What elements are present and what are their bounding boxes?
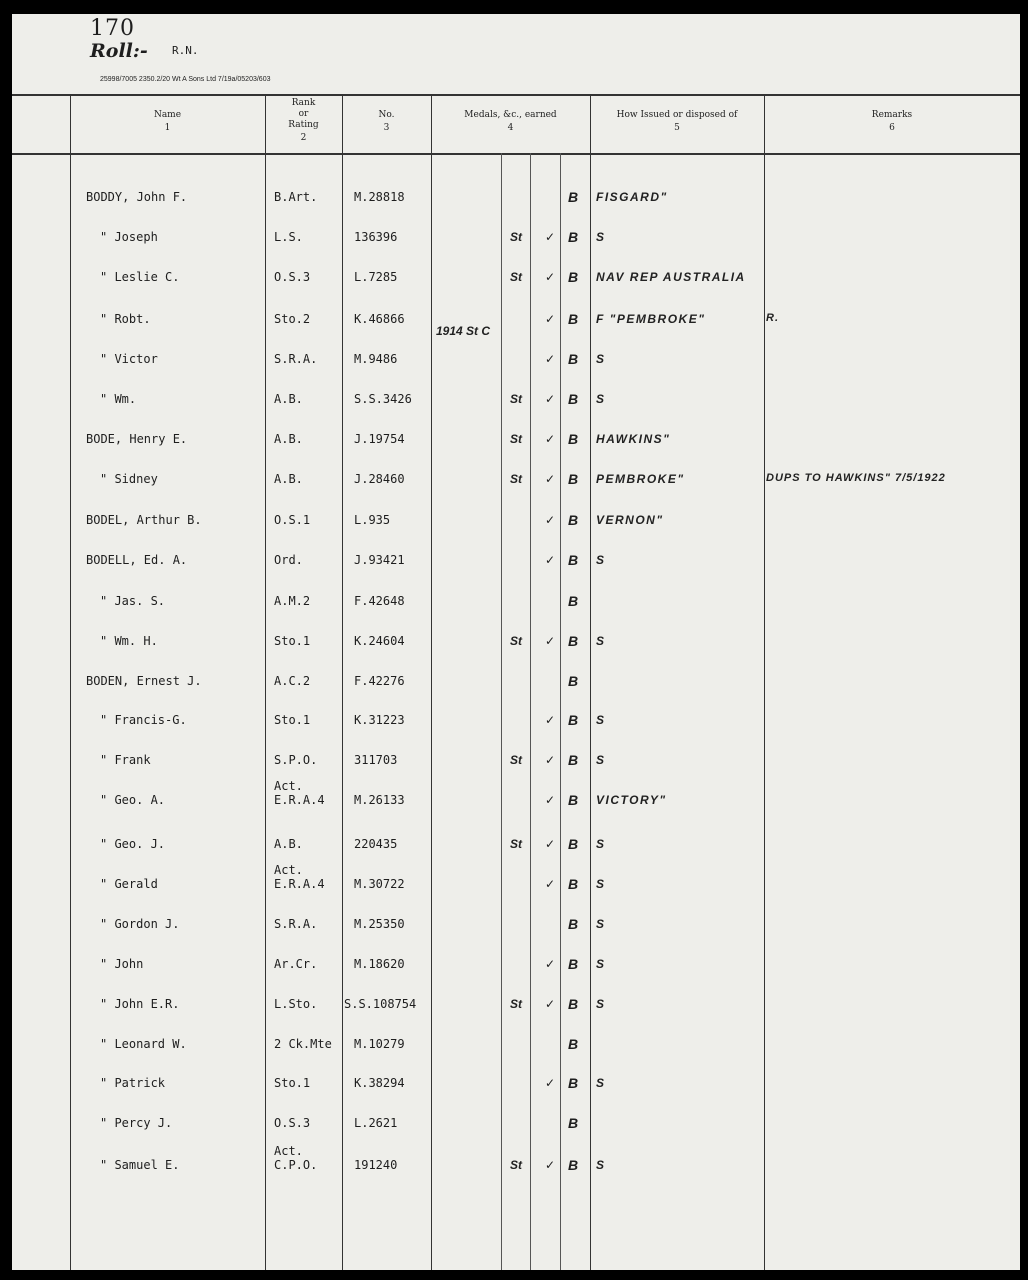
service-number-cell: J.19754 xyxy=(354,432,405,446)
issued-cell: S xyxy=(596,917,606,931)
rank-cell: Ord. xyxy=(274,553,303,567)
name-cell: " Percy J. xyxy=(100,1116,173,1130)
rank-cell: L.Sto. xyxy=(274,997,318,1011)
service-number-cell: 191240 xyxy=(354,1158,398,1172)
medal-subcolumn-divider xyxy=(560,153,561,1270)
name-cell: " Leslie C. xyxy=(100,270,180,284)
service-number-cell: F.42648 xyxy=(354,594,405,608)
name-cell: " John xyxy=(100,957,144,971)
victory-medal-tick: ✓ xyxy=(545,793,556,807)
british-war-medal-mark: B xyxy=(568,752,579,768)
name-cell: BODDY, John F. xyxy=(86,190,188,204)
rank-cell: L.S. xyxy=(274,230,303,244)
british-war-medal-mark: B xyxy=(568,593,579,609)
service-number-cell: S.S.108754 xyxy=(344,997,417,1011)
service-number-cell: K.24604 xyxy=(354,634,405,648)
remarks-cell: DUPS TO HAWKINS" 7/5/1922 xyxy=(766,472,946,484)
british-war-medal-mark: B xyxy=(568,471,579,487)
issued-cell: NAV REP AUSTRALIA xyxy=(596,270,746,284)
register-page xyxy=(12,14,1020,1270)
issued-cell: S xyxy=(596,713,606,727)
rank-cell: E.R.A.4 xyxy=(274,793,325,807)
name-cell: " Robt. xyxy=(100,312,151,326)
column-header-name xyxy=(70,110,265,134)
issued-cell: PEMBROKE" xyxy=(596,472,685,486)
victory-medal-tick: ✓ xyxy=(545,1076,556,1090)
victory-medal-tick: ✓ xyxy=(545,312,556,326)
victory-medal-tick: ✓ xyxy=(545,957,556,971)
top-rule xyxy=(12,94,1020,96)
victory-medal-tick: ✓ xyxy=(545,392,556,406)
column-divider xyxy=(764,94,765,1270)
remarks-cell: R. xyxy=(766,312,779,324)
star-medal-mark: St xyxy=(510,1158,522,1172)
medal-note-1914-star: 1914 St C xyxy=(436,324,491,338)
star-medal-mark: St xyxy=(510,270,522,284)
rank-prefix-cell: Act. xyxy=(274,863,303,877)
roll-value: R.N. xyxy=(172,44,199,57)
rank-cell: Sto.1 xyxy=(274,1076,311,1090)
victory-medal-tick: ✓ xyxy=(545,553,556,567)
service-number-cell: 136396 xyxy=(354,230,398,244)
name-cell: " Gordon J. xyxy=(100,917,180,931)
british-war-medal-mark: B xyxy=(568,673,579,689)
rank-prefix-cell: Act. xyxy=(274,779,303,793)
rank-cell: O.S.1 xyxy=(274,513,311,527)
name-cell: BODEN, Ernest J. xyxy=(86,674,202,688)
victory-medal-tick: ✓ xyxy=(545,472,556,486)
column-title: How Issued or disposed of xyxy=(616,110,738,120)
column-divider xyxy=(70,94,71,1270)
victory-medal-tick: ✓ xyxy=(545,997,556,1011)
rank-cell: A.B. xyxy=(274,432,303,446)
service-number-cell: F.42276 xyxy=(354,674,405,688)
column-number: 2 xyxy=(300,133,307,143)
star-medal-mark: St xyxy=(510,997,522,1011)
british-war-medal-mark: B xyxy=(568,1115,579,1131)
header-bottom-rule xyxy=(12,153,1020,155)
rank-cell: A.M.2 xyxy=(274,594,311,608)
name-cell: " Francis-G. xyxy=(100,713,187,727)
service-number-cell: M.25350 xyxy=(354,917,405,931)
victory-medal-tick: ✓ xyxy=(545,877,556,891)
column-divider xyxy=(431,94,432,1270)
service-number-cell: J.28460 xyxy=(354,472,405,486)
service-number-cell: K.46866 xyxy=(354,312,405,326)
service-number-cell: L.935 xyxy=(354,513,391,527)
issued-cell: HAWKINS" xyxy=(596,432,671,446)
column-number: 6 xyxy=(889,123,895,133)
name-cell: " Joseph xyxy=(100,230,158,244)
service-number-cell: M.30722 xyxy=(354,877,405,891)
british-war-medal-mark: B xyxy=(568,552,579,568)
star-medal-mark: St xyxy=(510,230,522,244)
issued-cell: S xyxy=(596,957,606,971)
rank-cell: A.C.2 xyxy=(274,674,311,688)
british-war-medal-mark: B xyxy=(568,1157,579,1173)
column-title: Rank or Rating xyxy=(288,98,319,130)
name-cell: " Geo. A. xyxy=(100,793,166,807)
star-medal-mark: St xyxy=(510,837,522,851)
name-cell: " Wm. H. xyxy=(100,634,158,648)
name-cell: " John E.R. xyxy=(100,997,180,1011)
issued-cell: S xyxy=(596,1158,606,1172)
roll-label: Roll:- xyxy=(90,40,148,62)
rank-cell: Ar.Cr. xyxy=(274,957,318,971)
issued-cell: S xyxy=(596,877,606,891)
name-cell: " Frank xyxy=(100,753,151,767)
service-number-cell: K.31223 xyxy=(354,713,405,727)
page-number: 170 xyxy=(90,16,135,41)
issued-cell: S xyxy=(596,392,606,406)
service-number-cell: K.38294 xyxy=(354,1076,405,1090)
issued-cell: S xyxy=(596,1076,606,1090)
british-war-medal-mark: B xyxy=(568,512,579,528)
british-war-medal-mark: B xyxy=(568,229,579,245)
name-cell: " Sidney xyxy=(100,472,158,486)
british-war-medal-mark: B xyxy=(568,351,579,367)
service-number-cell: L.7285 xyxy=(354,270,398,284)
column-header-medals xyxy=(431,110,590,134)
star-medal-mark: St xyxy=(510,634,522,648)
service-number-cell: M.9486 xyxy=(354,352,398,366)
victory-medal-tick: ✓ xyxy=(545,352,556,366)
column-number: 1 xyxy=(164,123,171,133)
british-war-medal-mark: B xyxy=(568,836,579,852)
issued-cell: VERNON" xyxy=(596,513,664,527)
rank-cell: O.S.3 xyxy=(274,1116,311,1130)
star-medal-mark: St xyxy=(510,753,522,767)
victory-medal-tick: ✓ xyxy=(545,634,556,648)
issued-cell: S xyxy=(596,634,606,648)
column-number: 5 xyxy=(674,123,680,133)
column-header-issued xyxy=(590,110,764,134)
rank-cell: A.B. xyxy=(274,837,303,851)
medal-subcolumn-divider xyxy=(501,153,502,1270)
victory-medal-tick: ✓ xyxy=(545,270,556,284)
name-cell: " Jas. S. xyxy=(100,594,166,608)
british-war-medal-mark: B xyxy=(568,956,579,972)
service-number-cell: M.26133 xyxy=(354,793,405,807)
victory-medal-tick: ✓ xyxy=(545,713,556,727)
issued-cell: S xyxy=(596,753,606,767)
column-number: 3 xyxy=(383,123,390,133)
service-number-cell: M.10279 xyxy=(354,1037,405,1051)
british-war-medal-mark: B xyxy=(568,792,579,808)
name-cell: BODEL, Arthur B. xyxy=(86,513,202,527)
rank-cell: 2 Ck.Mte xyxy=(274,1037,332,1051)
column-header-remarks xyxy=(764,110,1020,134)
name-cell: " Samuel E. xyxy=(100,1158,180,1172)
column-header-rank xyxy=(265,98,342,144)
british-war-medal-mark: B xyxy=(568,633,579,649)
british-war-medal-mark: B xyxy=(568,996,579,1012)
british-war-medal-mark: B xyxy=(568,189,579,205)
medal-subcolumn-divider xyxy=(530,153,531,1270)
victory-medal-tick: ✓ xyxy=(545,1158,556,1172)
column-title: Medals, &c., earned xyxy=(464,110,557,120)
british-war-medal-mark: B xyxy=(568,431,579,447)
star-medal-mark: St xyxy=(510,472,522,486)
star-medal-mark: St xyxy=(510,432,522,446)
british-war-medal-mark: B xyxy=(568,391,579,407)
service-number-cell: J.93421 xyxy=(354,553,405,567)
british-war-medal-mark: B xyxy=(568,712,579,728)
rank-cell: A.B. xyxy=(274,392,303,406)
british-war-medal-mark: B xyxy=(568,269,579,285)
rank-cell: C.P.O. xyxy=(274,1158,318,1172)
british-war-medal-mark: B xyxy=(568,1036,579,1052)
print-code: 25998/7005 2350.2/20 Wt A Sons Ltd 7/19a/05203/603 xyxy=(100,76,271,83)
rank-cell: A.B. xyxy=(274,472,303,486)
rank-cell: S.P.O. xyxy=(274,753,318,767)
column-title: Name xyxy=(153,110,182,120)
rank-cell: E.R.A.4 xyxy=(274,877,325,891)
service-number-cell: M.28818 xyxy=(354,190,405,204)
name-cell: " Geo. J. xyxy=(100,837,166,851)
british-war-medal-mark: B xyxy=(568,916,579,932)
rank-prefix-cell: Act. xyxy=(274,1144,303,1158)
name-cell: " Gerald xyxy=(100,877,158,891)
service-number-cell: L.2621 xyxy=(354,1116,398,1130)
name-cell: " Victor xyxy=(100,352,158,366)
rank-cell: Sto.1 xyxy=(274,634,311,648)
issued-cell: S xyxy=(596,997,606,1011)
service-number-cell: 220435 xyxy=(354,837,398,851)
victory-medal-tick: ✓ xyxy=(545,837,556,851)
column-title: Remarks xyxy=(871,110,913,120)
column-divider xyxy=(265,94,266,1270)
rank-cell: S.R.A. xyxy=(274,917,318,931)
name-cell: BODELL, Ed. A. xyxy=(86,553,188,567)
name-cell: BODE, Henry E. xyxy=(86,432,188,446)
british-war-medal-mark: B xyxy=(568,876,579,892)
victory-medal-tick: ✓ xyxy=(545,230,556,244)
column-header-number xyxy=(342,110,431,134)
issued-cell: VICTORY" xyxy=(596,793,667,807)
issued-cell: S xyxy=(596,230,606,244)
rank-cell: Sto.2 xyxy=(274,312,311,326)
british-war-medal-mark: B xyxy=(568,1075,579,1091)
british-war-medal-mark: B xyxy=(568,311,579,327)
rank-cell: Sto.1 xyxy=(274,713,311,727)
issued-cell: FISGARD" xyxy=(596,190,668,204)
rank-cell: O.S.3 xyxy=(274,270,311,284)
rank-cell: B.Art. xyxy=(274,190,318,204)
service-number-cell: M.18620 xyxy=(354,957,405,971)
rank-cell: S.R.A. xyxy=(274,352,318,366)
issued-cell: S xyxy=(596,553,606,567)
issued-cell: F "PEMBROKE" xyxy=(596,312,706,326)
service-number-cell: S.S.3426 xyxy=(354,392,412,406)
column-title: No. xyxy=(378,110,395,120)
victory-medal-tick: ✓ xyxy=(545,753,556,767)
column-divider xyxy=(590,94,591,1270)
issued-cell: S xyxy=(596,837,606,851)
victory-medal-tick: ✓ xyxy=(545,513,556,527)
victory-medal-tick: ✓ xyxy=(545,432,556,446)
star-medal-mark: St xyxy=(510,392,522,406)
name-cell: " Wm. xyxy=(100,392,137,406)
issued-cell: S xyxy=(596,352,606,366)
column-divider xyxy=(342,94,343,1270)
name-cell: " Patrick xyxy=(100,1076,166,1090)
service-number-cell: 311703 xyxy=(354,753,398,767)
column-number: 4 xyxy=(507,123,514,133)
name-cell: " Leonard W. xyxy=(100,1037,187,1051)
